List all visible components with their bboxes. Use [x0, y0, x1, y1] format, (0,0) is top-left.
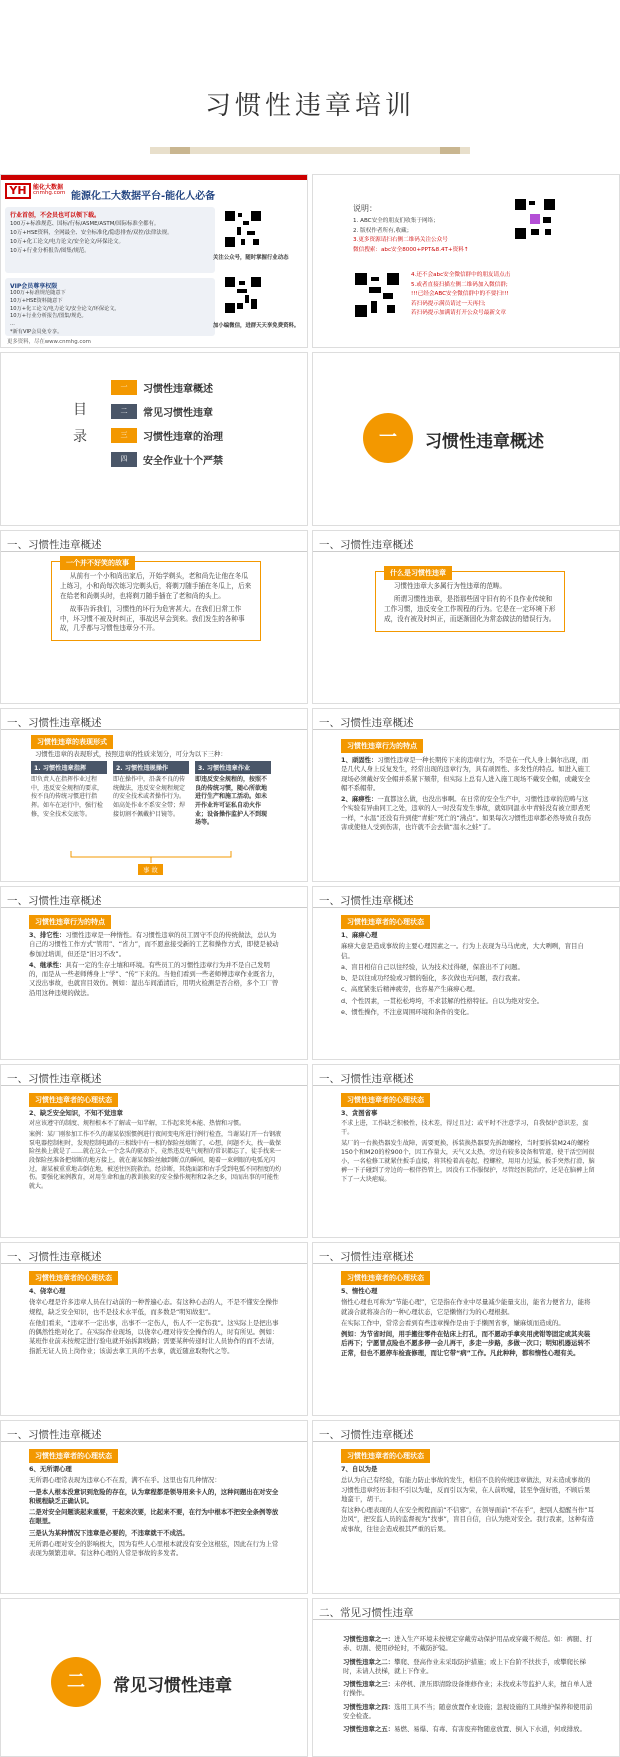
- ad-box-1: [5, 207, 215, 273]
- violation-item: [343, 1725, 593, 1734]
- slide-header: 一、习惯性违章概述: [7, 1251, 102, 1263]
- violation-body: 进入生产环境未按规定穿戴劳动保护用品或穿戴不规范。如：裤腿、打赤、切割、使用砂轮时，不戴防护镜。: [343, 1635, 593, 1653]
- psych-content: [29, 1107, 284, 1192]
- forms-slide: [0, 708, 308, 882]
- psych-item: e、惯性操作，不注意周围环境和条件的变化。: [341, 1007, 473, 1016]
- header-line: [313, 907, 619, 908]
- psych-p1: 总认为自己有经验，有能力防止事故的发生，相信不良的传统违章做法，对未造成事故的习惯性违章经历非但不引以为耻，反而引以为荣，在人前吹嘘，甚至争强好胜，不顾后果地蛮干，胡干。: [341, 1476, 591, 1503]
- title-slide: [0, 0, 620, 170]
- box1-line: 10万+化工论文/电力论文/安全论文/环保论文。: [10, 238, 124, 245]
- qr-caption: 关注公众号，随时掌握行业动态: [213, 255, 289, 261]
- violation-body: 未停机、泄压即清除设备维修作业；未找或未等监护人来，擅自单人进行操作。: [343, 1680, 593, 1698]
- forms-bracket: [31, 851, 271, 865]
- notes-line: 2. 版权作者所有,收藏；: [353, 227, 413, 234]
- toc-num: 二: [111, 404, 137, 419]
- slide-header: 一、习惯性违章概述: [319, 539, 414, 551]
- psych-head: 习惯性违章者的心理状态: [341, 1449, 430, 1463]
- common-violations-slide: [312, 1598, 620, 1757]
- violation-label: 习惯性违章之三：: [343, 1680, 395, 1689]
- psych-sub: 7、自以为是: [341, 1465, 378, 1473]
- toc-item[interactable]: [111, 399, 223, 423]
- violation-item: [343, 1658, 593, 1677]
- form-card-title: 2. 习惯性违规操作: [113, 761, 189, 774]
- toc-text: 安全作业十个严禁: [143, 455, 223, 467]
- psych-line: 三是认为某种情况下违章是必要的，不违章就干不成活。: [29, 1528, 189, 1537]
- psych-item: c、高度紧张后精神疲劳，也容易产生麻痹心理。: [341, 985, 479, 994]
- definition-box: [375, 571, 565, 632]
- notes-line: 1. ABC安全的朋友们收集于网络；: [353, 218, 439, 224]
- slide-header: 一、习惯性违章概述: [319, 717, 414, 729]
- ad-footer: 更多资料，尽在www.cnmhg.com: [7, 339, 91, 345]
- toc-item[interactable]: [111, 447, 223, 471]
- notes-line: 微信搜索：abc安全8000+PPT&8.4T+资料↑: [353, 246, 469, 253]
- psych-p2: 在实际工作中，常常会看到有些违章操作是由于手懒图省事，嫌麻烦而造成的。: [341, 1318, 565, 1327]
- psych-head: 习惯性违章者的心理状态: [29, 1271, 118, 1285]
- psych-p2: 某厂的一台换热器发生故障，需要更换，拆装换热器要先拆卸螺栓，当时要拆装M24的螺栓150个和M20的栓900个，因工作量大，天气又太热，旁边有较多设备和管道，使干活空间很小，一名检修工就紧住扳手直接，将其检着高卷起，控螺栓，用用力过猛，扳手突然打滑，脑裤一下子碰到了旁边的一根伴热管上，因没有工作服保护，尽管经医院治疗，还是在脑裤上留下了一大块疤痕。: [341, 1140, 595, 1184]
- psych-slide-7: [312, 1420, 620, 1594]
- form-card-body: 即在操作中，沿袭不良的传统做法，违反安全规程规定的安全技术或者操作行为。如高处作业不系安全带；焊接切割不佩戴护目镜等。: [113, 776, 186, 818]
- story-p2: 故事告诉我们，习惯性的坏行为危害甚大。在我们日常工作中，坏习惯不被及时纠正，事故迟早会到来。我们发生的各种事故，几乎都与习惯性违章分不开。: [60, 604, 245, 633]
- psych-head: 习惯性违章者的心理状态: [29, 1093, 118, 1107]
- toc-item[interactable]: [111, 375, 223, 399]
- violation-label: 习惯性违章之二：: [343, 1657, 395, 1666]
- psych-head: 习惯性违章者的心理状态: [29, 1449, 118, 1463]
- feature-title: 3、排它性：: [29, 931, 66, 939]
- form-card-body: 即负责人在指挥作业过程中，违反安全规程的要求，按不良的传统习惯进行指挥。如车在运行中，强行检修，安全技术交底等。: [31, 776, 104, 818]
- slide-header: 一、习惯性违章概述: [7, 1073, 102, 1085]
- psych-slide-3: [312, 1064, 620, 1238]
- definition-p1: 习惯性违章大多属行为性违章的范畴。: [393, 582, 506, 590]
- feature-body: 习惯性违章是一种惰性。有习惯性违章的员工固守不良的传统做法，总认为自己的习惯性工作方式“管用”、“省力”，而不愿意接受新的工艺和操作方式，即使是被动参加过培训，但还是“旧习不改”。: [29, 931, 279, 958]
- psych-sub: 4、侥幸心理: [29, 1287, 66, 1295]
- violation-label: 习惯性违章之五：: [343, 1725, 395, 1734]
- section-slide-2: [0, 1598, 308, 1757]
- form-card: [31, 761, 107, 828]
- header-line: [313, 729, 619, 730]
- feature-item: [29, 961, 281, 998]
- header-line: [1, 1263, 307, 1264]
- qr-caption: 加小编微信，进群天天享免费资料。: [213, 323, 300, 329]
- title-divider-mark: [440, 147, 460, 154]
- notes-line: !!!已经会ABC安全微信群中的不要扫!!!: [411, 291, 509, 297]
- psych-p2: 有这种心理表现的人在安全规程面前“不信邪”，在领导面前“不在乎”，把别人提醒当作“耳边风”，把安监人员的监督视为“找事”，盲目自信，自认为绝对安全。我行我素，这种有造成事故，往往会造成极其严重的后果。: [341, 1506, 595, 1533]
- section-title: 常见习惯性违章: [113, 1676, 232, 1696]
- section-slide-1: [312, 352, 620, 526]
- slide-header: 一、习惯性违章概述: [319, 1429, 414, 1441]
- toc-list: [111, 375, 223, 471]
- forms-head: 习惯性违章的表现形式: [31, 735, 113, 749]
- definition-slide: [312, 530, 620, 704]
- section-number: 二: [51, 1657, 101, 1707]
- psych-sub: 3、贪图省事: [341, 1109, 378, 1117]
- psych-item: a、盲目相信自己以往经验，认为技术过得硬，保准出不了问题。: [341, 962, 524, 971]
- psych-content: [29, 1285, 284, 1356]
- box2-extra: *新有VIP会员免专享。: [10, 328, 63, 335]
- logo-text: 能化大数据: [33, 184, 64, 191]
- box2-line: 100万+标准规范随意下: [10, 290, 66, 296]
- notes-list-2: [411, 271, 581, 319]
- ad-slide: [0, 174, 308, 348]
- form-card-title: 1. 习惯性违章指挥: [31, 761, 107, 774]
- feature-title: 4、继承性：: [29, 960, 66, 969]
- forms-intro: 习惯性违章的表现形式，按照违章的性质来划分，可分为以下三种：: [35, 750, 227, 758]
- form-card-title: 3. 习惯性违章作业: [195, 761, 271, 774]
- toc-num: 一: [111, 380, 137, 395]
- header-line: [1, 729, 307, 730]
- psych-item: d、个性因素，一贯松松垮垮，不求甚解的性格特征。自以为绝对安全。: [341, 996, 544, 1005]
- toc-text: 习惯性违章概述: [143, 383, 213, 395]
- slide-header: 一、习惯性违章概述: [319, 1251, 414, 1263]
- violation-label: 习惯性违章之一：: [343, 1635, 395, 1643]
- psych-content: [341, 929, 593, 1017]
- features-slide-1: [312, 708, 620, 882]
- box1-line: 10万+HSE资料，全网最全、安全标准化/隐患排查/双控/法律法规。: [10, 229, 173, 236]
- story-head: 一个并不好笑的故事: [60, 556, 135, 570]
- section-title: 习惯性违章概述: [425, 432, 544, 452]
- slide-header: 一、习惯性违章概述: [7, 1429, 102, 1441]
- violation-label: 习惯性违章之四：: [343, 1702, 395, 1711]
- psych-p1: 对应该遵守的制度、规程根本不了解或一知半解，工作起来凭本能、热情和习惯。: [29, 1120, 246, 1128]
- qr-code-icon: [223, 209, 263, 249]
- notes-line: 若扫码提示加满请打开公众号最新文章: [411, 310, 507, 316]
- psych-sub: 1、麻痹心理: [341, 931, 378, 939]
- qr-code-icon: [223, 275, 263, 315]
- toc-label-1: 目: [73, 402, 87, 418]
- toc-label-2: 录: [73, 428, 87, 445]
- box2-line: ...: [10, 321, 15, 328]
- feature-item: [29, 931, 281, 959]
- psych-slide-1: [312, 886, 620, 1060]
- psych-line: 二是对安全问题谈起来重要，干起来次要，比起来不要，在行为中根本不把安全条例等放在眼里。: [29, 1508, 279, 1526]
- violation-item: [343, 1703, 593, 1722]
- toc-label: [73, 397, 87, 450]
- features-head: 习惯性违章行为的特点: [341, 739, 423, 753]
- logo-mark: YH: [5, 183, 31, 199]
- features-list: [341, 754, 593, 832]
- features-list: [29, 929, 281, 998]
- feature-title: 1、顽固性：: [341, 756, 378, 764]
- definition-p2: 所谓习惯性违章，是指那些固守旧有的不良作业传统和工作习惯，违反安全工作规程的行为。它是在一定环境下形成，没有被及时纠正，而逐渐固化为常态做法的错误行为。: [384, 594, 556, 623]
- psych-slide-2: [0, 1064, 308, 1238]
- box1-line: 10万+行业分析报告/图集/规范。: [10, 247, 90, 254]
- psych-line: 一是本人根本没意识到危险的存在，认为章程都是领导用来卡人的，这种问题出在对安全和规程缺乏正确认识。: [29, 1487, 279, 1505]
- header-line: [313, 1263, 619, 1264]
- title-divider-mark: [170, 147, 190, 154]
- feature-item: [341, 756, 593, 793]
- psych-content: [341, 1463, 596, 1534]
- slide-header: 一、习惯性违章概述: [319, 895, 414, 907]
- violation-body: 易燃、易爆、有毒、有害废弃物随意放置、倒入下水道，何或排放。: [394, 1725, 586, 1734]
- page-title: 习惯性违章培训: [204, 91, 415, 121]
- psych-sub: 5、惰性心理: [341, 1287, 378, 1295]
- features-slide-2: [0, 886, 308, 1060]
- definition-head: 什么是习惯性违章: [384, 566, 452, 580]
- psych-content: [341, 1107, 596, 1185]
- psych-p2: 案例：某厂刚参加工作不久的谢某依照惯例进行夜间变电所进行例行检查，当谢某打开一台钢液泵电器控制柜时，发现控制电路的三相线中有一相的保险丝熔断了，心想，问题不大，找一截保险丝换上就是了……就在这么一个念头的驱动下，竟然违反电气规程的常识都忘了，徒手找来一段保险丝准备把熔断的地方接上，就在谢某保险丝触到断点的瞬间，随着一束刺眼的电弧光闪过，谢某被重重地击倒在地，被送往医院救治。经诊断，其烧面部和右手受到电弧不同程度的灼伤。要强化案例教育，对用生命和血的教训换来的安全操作规程和2条之多，因而出事的可能性就大。: [29, 1130, 282, 1191]
- story-p1: 从前有一个小和尚出家后，开始学剃头，老和尚先让他在冬瓜上练习，小和尚每次练习完剃头后，将剃刀随手插在冬瓜上，后来在给老和尚剃头时，也将剃刀随手插在了老和尚的头上。: [60, 572, 252, 600]
- box2-line: 10万+行业分析报告/图集/规范。: [10, 313, 87, 320]
- story-box: [51, 561, 261, 641]
- violation-body: 攀爬、登高作业未采取防护措施；或上下台阶不扶扶手，或攀爬长梯时，未请人扶梯，就上下作业。: [343, 1657, 586, 1675]
- feature-body: 具有一定的生存土壤和环境。有些员工的习惯性违章行为并不是自己发明的，而是从一些老师傅身上“学”、“传”下来的。当他们看到一些老师傅违章作业既省力，又没出事故，也就盲目效仿。例如：湿出车间涌清后，用明火检测是否合格，多个工厂曾沿用这种违规的做法。: [29, 960, 279, 997]
- slide-header: 一、习惯性违章概述: [7, 717, 102, 729]
- header-line: [313, 1619, 619, 1620]
- psych-sub: 2、缺乏安全知识，不知不觉违章: [29, 1109, 123, 1117]
- box2-line: 10万+化工论文/电力论文/安全论文/环保论文。: [10, 305, 120, 312]
- psych-p1: 无所谓心理常表现为违章心不在焉，满不在乎。这里也有几种情况：: [29, 1476, 221, 1485]
- psych-head: 习惯性违章者的心理状态: [341, 915, 430, 929]
- psych-p2: 无所谓心理对安全的影响极大，因为有些人心里根本就没有安全这根弦，因此在行为上常表现为频繁违章。有这种心理的人常是事故的多发者。: [29, 1539, 279, 1558]
- feature-body: 一直都这么做，也没出事啊。在日常的安全生产中，习惯性违章的范畴与这个实验有异曲同工之处，违章的人一时没有发生事故，就如同温水中青蛙没有被立即煮死一样，“水温”还没有升到使“青蛙”死亡的“沸点”。如果每次习惯性违章都必然导致自我伤害或使他人受到伤害，也许就不会去做“温水之蛙”了。: [341, 795, 591, 831]
- psych-p1: 不求上进，工作缺乏积极性，技术差，得过且过；或平时不注意学习，自我保护意识差，蛮干。: [341, 1120, 589, 1137]
- slide-header: 一、习惯性违章概述: [7, 895, 102, 907]
- title-divider: [150, 147, 470, 154]
- violation-body: 选用工具不当；随意放置作业设施；忽视设施的工具维护保养和使用前安全检查。: [343, 1702, 593, 1720]
- header-line: [313, 1085, 619, 1086]
- toc-text: 习惯性违章的治理: [143, 431, 223, 443]
- ad-top-bar: [1, 175, 308, 180]
- psych-p3: 例如：为节省时间，用手搬往零件在钻床上打孔，而不愿动手拿夹用虎钳等固定或其夹装后再下；宁愿冒点险也不愿多停一会儿再干，多走一步路，多做一次口；明知机器运转不正常，但也不愿停车检查修理，而让它带“病”工作。凡此种种，都和惰性心理有关。: [341, 1330, 591, 1357]
- notes-line: 3.更多资源请扫右侧二维码关注公众号: [353, 237, 448, 243]
- psych-slide-5: [312, 1242, 620, 1416]
- violation-item: [343, 1680, 593, 1699]
- psych-head: 习惯性违章者的心理状态: [341, 1093, 430, 1107]
- section-number: 一: [363, 413, 413, 463]
- toc-slide: [0, 352, 308, 526]
- slide-header: 一、习惯性违章概述: [7, 539, 102, 551]
- feature-title: 2、麻痹性：: [341, 795, 378, 804]
- feature-item: [341, 795, 593, 832]
- psych-sub: 6、无所谓心理: [29, 1465, 72, 1473]
- notes-line: 若扫码提示满员请过一天再扫;: [411, 300, 486, 307]
- toc-num: 四: [111, 452, 137, 467]
- psych-head: 习惯性违章者的心理状态: [341, 1271, 430, 1285]
- violation-item: [343, 1635, 593, 1654]
- qr-code-icon: [353, 271, 401, 319]
- box1-line: 100万+标准规范、国标/行标/ASME/ASTM/国际标准全都有。: [10, 221, 160, 227]
- toc-num: 三: [111, 428, 137, 443]
- ad-box-2: [5, 278, 215, 336]
- header-line: [313, 551, 619, 552]
- story-slide: [0, 530, 308, 704]
- psych-intro: 麻痹大意是造成事故的主要心理因素之一。行为上表现为马马虎虎，大大咧咧，盲目自信。: [341, 942, 584, 960]
- psych-slide-6: [0, 1420, 308, 1594]
- psych-p2: 在他们看来，“违章不一定出事，出事不一定伤人，伤人不一定伤我”。这实际上是把出事的偶然性绝对化了。在实际作业现场，以侥幸心理对待安全操作的人，时有所见。例如：某班作业前未按规定进行验电就开始拆卸线路；需要某种传递时让人员协作的而不去请，指派无证人员上岗作业；该弱去拿工具的不去拿，就近随意取物代之等。: [29, 1318, 279, 1355]
- box2-line: 10万+HSE资料随意下: [10, 297, 63, 304]
- header-line: [313, 1441, 619, 1442]
- psych-content: [29, 1463, 284, 1559]
- psych-slide-4: [0, 1242, 308, 1416]
- features-head: 习惯性违章行为的特点: [29, 915, 111, 929]
- accident-badge: 事 故: [138, 864, 163, 875]
- toc-text: 常见习惯性违章: [143, 407, 213, 419]
- notes-list: [353, 217, 503, 255]
- box2-head: VIP会员尊享权限: [10, 283, 58, 290]
- psych-p1: 侥幸心理是许多违章人员在行动前的一种普遍心态。有这种心态的人，不是不懂安全操作规程，缺乏安全知识，也不是技术水平低，而多数是“明知故犯”。: [29, 1298, 279, 1316]
- slide-header: 一、习惯性违章概述: [319, 1073, 414, 1085]
- slide-header: 二、常见习惯性违章: [319, 1607, 414, 1619]
- form-card-body: 即违反安全规程的，按照不良的传统习惯，随心所欲地进行生产和施工活动。如未开作业许可证私自动火作业；设备操作监护人不到现场等。: [195, 776, 268, 827]
- ad-headline: 能源化工大数据平台-能化人必备: [71, 191, 216, 202]
- psych-content: [341, 1285, 596, 1358]
- qr-code-icon: [513, 197, 557, 241]
- violations-list: [343, 1631, 593, 1735]
- forms-cards: [31, 761, 271, 828]
- notes-line: 4.还不会abc安全微信群中的朋友请点击: [411, 272, 511, 278]
- header-line: [1, 551, 307, 552]
- form-card: [195, 761, 271, 828]
- header-line: [1, 1441, 307, 1442]
- feature-body: 习惯性违章是一种长期传下来的违章行为，不是在一代人身上偶尔出现，而是几代人身上反复发生，经常出现的违章行为，具有顽固性、多发性的特点。如进入施工现场必须戴好安全帽并系紧下颏带，但实际上总有人进入施工现场不戴安全帽，或戴安全帽不系帽带。: [341, 756, 591, 792]
- form-card: [113, 761, 189, 828]
- toc-item[interactable]: [111, 423, 223, 447]
- header-line: [1, 1085, 307, 1086]
- box1-head: 行业首创，不会员也可以领下载。: [10, 212, 101, 219]
- notes-slide: [312, 174, 620, 348]
- notes-title: 说明：: [353, 204, 377, 213]
- notes-line: 5.或者直接扫描左侧二维码加入微信群;: [411, 281, 508, 288]
- header-line: [1, 907, 307, 908]
- psych-p1: 惰性心理也可称为“节能心理”，它是指在作业中尽量减少能量支出，能省力便省力，能将就凑合就将凑合的一种心理状态，它是懒惰行为的心理根据。: [341, 1298, 591, 1316]
- logo-url: cnmhg.com: [33, 190, 66, 196]
- psych-item: b、是以往成功经验或习惯的强化，多次做也无问题，我行我素。: [341, 974, 524, 983]
